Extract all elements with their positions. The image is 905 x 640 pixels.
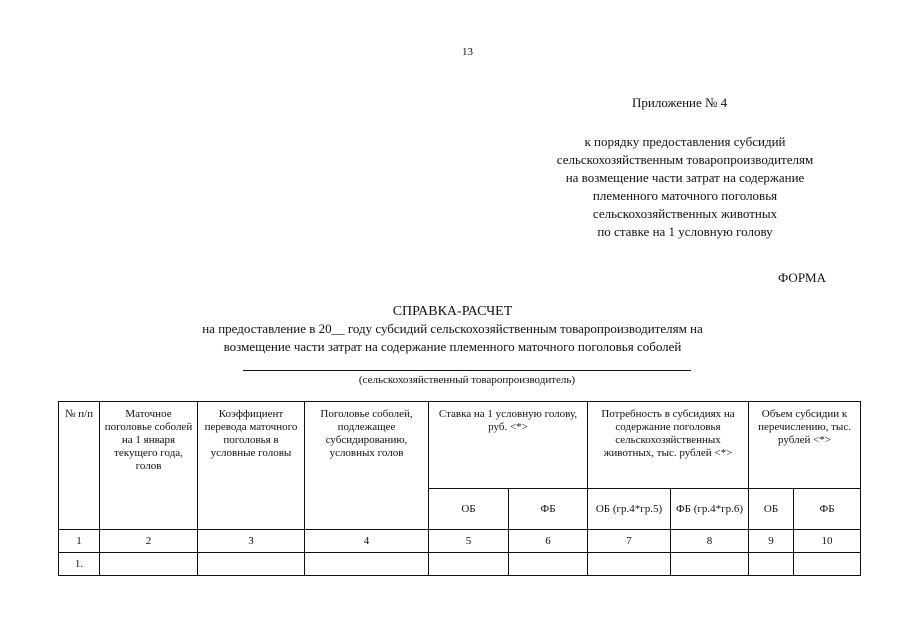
table-cell <box>305 553 429 576</box>
table-cell <box>100 553 198 576</box>
column-number: 2 <box>100 530 198 553</box>
column-number-row <box>59 530 861 553</box>
subheader-rate-fb: ФБ <box>509 489 588 530</box>
subheader-volume-fb: ФБ <box>794 489 861 530</box>
table-cell <box>509 553 588 576</box>
table-row <box>59 553 861 576</box>
header-rate-group: Ставка на 1 условную голову, руб. <*> <box>429 402 588 489</box>
form-label: ФОРМА <box>778 270 826 285</box>
column-number: 6 <box>509 530 588 553</box>
column-number: 3 <box>198 530 305 553</box>
subheader-need-fb: ФБ (гр.4*гр.6) <box>671 489 749 530</box>
producer-caption: (сельскохозяйственный товаропроизводитель) <box>358 374 576 386</box>
appendix-description-line: по ставке на 1 условную голову <box>597 224 773 239</box>
row-number: 1. <box>59 553 100 576</box>
page-number: 13 <box>462 46 473 58</box>
table-cell <box>671 553 749 576</box>
subheader-rate-ob: ОБ <box>429 489 509 530</box>
appendix-description-line: племенного маточного поголовья <box>592 188 778 203</box>
header-need-group: Потребность в субсидиях на содержание поголовья сельскохозяйственных животных, тыс. рублей <*> <box>588 402 749 489</box>
appendix-description <box>500 133 870 241</box>
appendix-description-line: сельскохозяйственным товаропроизводителям <box>556 152 814 167</box>
column-number: 10 <box>794 530 861 553</box>
table-cell <box>794 553 861 576</box>
table-cell <box>588 553 671 576</box>
column-number: 5 <box>429 530 509 553</box>
column-number: 8 <box>671 530 749 553</box>
header-volume-group: Объем субсидии к перечислению, тыс. рублей <*> <box>749 402 861 489</box>
document-subtitle <box>120 320 785 356</box>
table-cell <box>749 553 794 576</box>
calculation-table <box>58 401 861 576</box>
appendix-description-line: на возмещение части затрат на содержание <box>565 170 805 185</box>
producer-blank-line <box>243 370 691 371</box>
header-conversion-coefficient: Коэффициент перевода маточного поголовья в условные головы <box>198 402 305 530</box>
header-subsidized-stock: Поголовье соболей, подлежащее субсидированию, условных голов <box>305 402 429 530</box>
column-number: 4 <box>305 530 429 553</box>
column-number: 1 <box>59 530 100 553</box>
header-breeding-stock: Маточное поголовье соболей на 1 января текущего года, голов <box>100 402 198 530</box>
column-number: 7 <box>588 530 671 553</box>
subheader-volume-ob: ОБ <box>749 489 794 530</box>
document-subtitle-line: возмещение части затрат на содержание племенного маточного поголовья соболей <box>223 339 682 354</box>
header-number: № п/п <box>59 402 100 530</box>
document-subtitle-line: на предоставление в 20__ году субсидий сельскохозяйственным товаропроизводителям на <box>202 321 703 336</box>
appendix-title: Приложение № 4 <box>632 95 728 110</box>
appendix-description-line: к порядку предоставления субсидий <box>584 134 786 149</box>
table-cell <box>198 553 305 576</box>
subheader-need-ob: ОБ (гр.4*гр.5) <box>588 489 671 530</box>
appendix-description-line: сельскохозяйственных животных <box>592 206 778 221</box>
column-number: 9 <box>749 530 794 553</box>
document-title: СПРАВКА-РАСЧЕТ <box>392 304 513 319</box>
table-cell <box>429 553 509 576</box>
